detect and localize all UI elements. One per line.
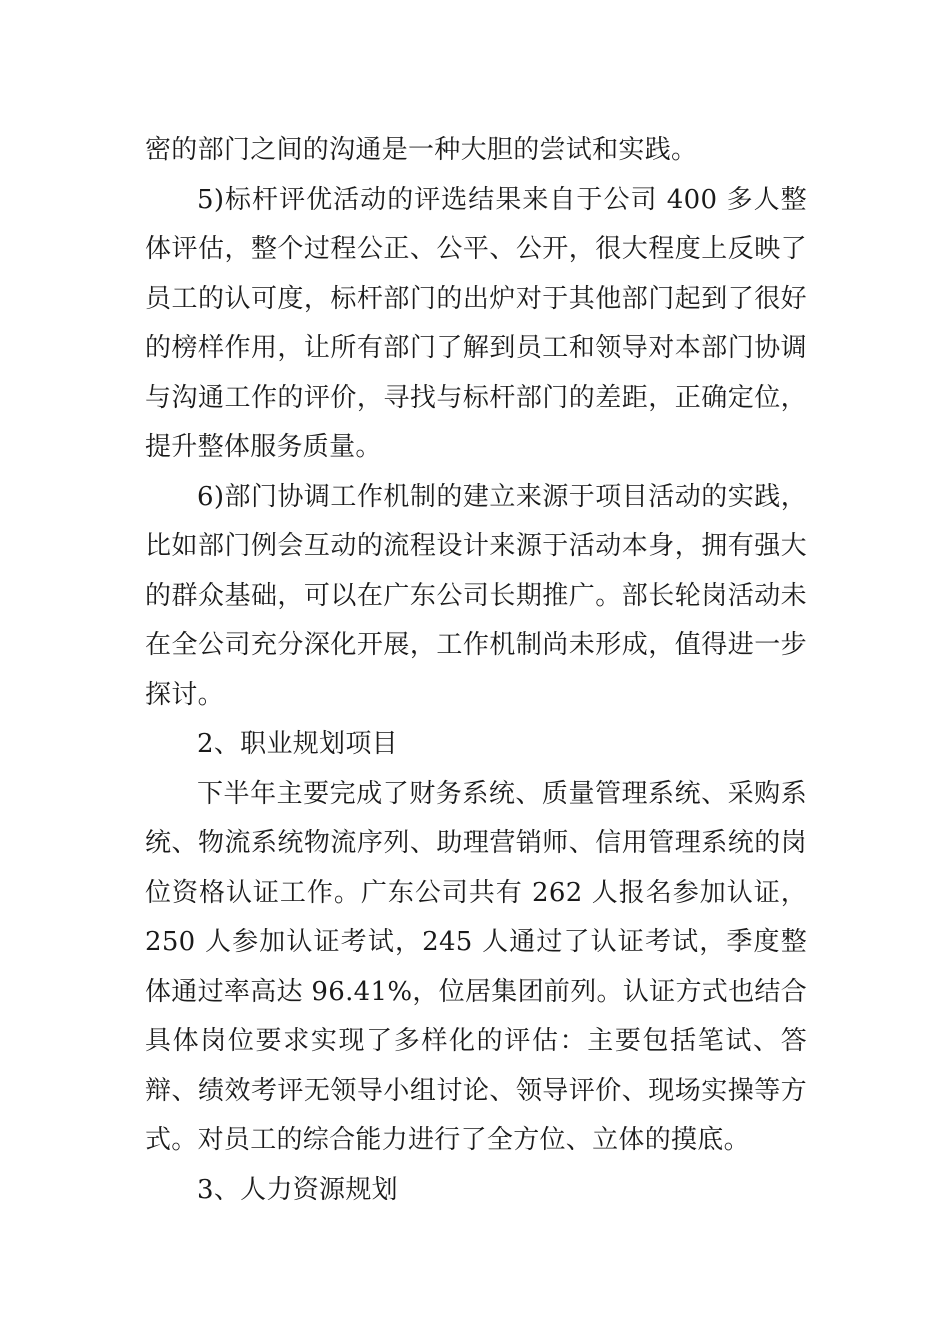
paragraph-item-6: 6)部门协调工作机制的建立来源于项目活动的实践，比如部门例会互动的流程设计来源于活动本身，拥有强大的群众基础，可以在广东公司长期推广。部长轮岗活动未在全公司充分深化开展，工作机制尚未形成，值得进一步探讨。: [145, 481, 807, 710]
document-body: [145, 126, 807, 1215]
paragraph-continuation: 密的部门之间的沟通是一种大胆的尝试和实践。: [145, 135, 698, 165]
section-heading-career-planning: 2、职业规划项目: [197, 729, 398, 759]
paragraph-item-5: 5)标杆评优活动的评选结果来自于公司 400 多人整体评估，整个过程公正、公平、公开，很大程度上反映了员工的认可度，标杆部门的出炉对于其他部门起到了很好的榜样作用，让所有部门了解到员工和领导对本部门协调与沟通工作的评价，寻找与标杆部门的差距，正确定位，提升整体服务质量。: [145, 184, 807, 462]
paragraph-certification: 下半年主要完成了财务系统、质量管理系统、采购系统、物流系统物流序列、助理营销师、信用管理系统的岗位资格认证工作。广东公司共有 262 人报名参加认证，250 人参加认证考试，245 人通过了认证考试，季度整体通过率高达 96.41%，位居集团前列。认证方式也结合具体岗位要求实现了多样化的评估：主要包括笔试、答辩、绩效考评无领导小组讨论、领导评价、现场实操等方式。对员工的综合能力进行了全方位、立体的摸底。: [145, 778, 807, 1155]
section-heading-hr-planning: 3、人力资源规划: [197, 1174, 398, 1205]
